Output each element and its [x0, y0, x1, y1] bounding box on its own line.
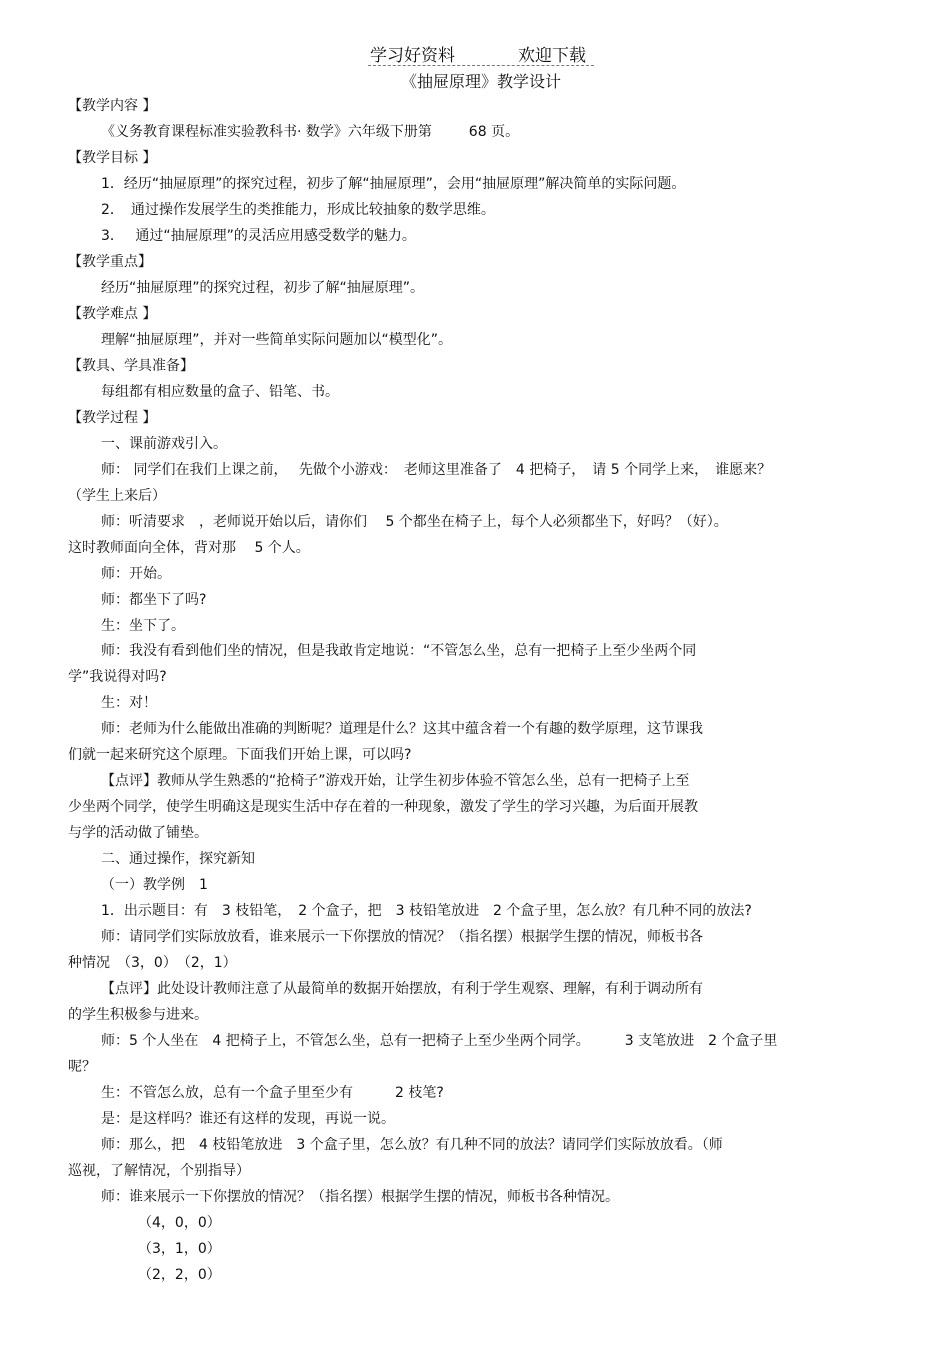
commentary-line: 的学生积极参与进来。 [68, 1007, 208, 1023]
paragraph-line: 师：我没有看到他们坐的情况，但是我敢肯定地说：“不管怎么坐，总有一把椅子上至少坐两个同 [101, 643, 697, 659]
paragraph-line: （学生上来后） [68, 488, 166, 504]
section-heading: 【教具、学具准备】 [68, 358, 194, 374]
paragraph-line: 师：5 个人坐在 4 把椅子上，不管怎么坐，总有一把椅子上至少坐两个同学。 3 支笔放进 2 个盒子里 [101, 1033, 778, 1049]
paragraph-line: 师：老师为什么能做出准确的判断呢？道理是什么？这其中蕴含着一个有趣的数学原理，这节课我 [101, 721, 703, 737]
paragraph-line: 2． 通过操作发展学生的类推能力，形成比较抽象的数学思维。 [101, 202, 495, 218]
paragraph-line: 经历“抽屉原理”的探究过程，初步了解“抽屉原理”。 [101, 280, 425, 296]
paragraph-line: 每组都有相应数量的盒子、铅笔、书。 [101, 384, 339, 400]
header-right-text: 欢迎下载 [518, 46, 586, 66]
paragraph-line: 师：那么，把 4 枝铅笔放进 3 个盒子里，怎么放？有几种不同的放法？请同学们实际放放看。（师 [101, 1137, 723, 1153]
case-list-item: （3，1，0） [138, 1241, 221, 1257]
case-list-item: （4，0，0） [138, 1215, 221, 1231]
paragraph-line: 师：谁来展示一下你摆放的情况？（指名摆）根据学生摆的情况，师板书各种情况。 [101, 1189, 619, 1205]
case-list-item: （2，2，0） [138, 1267, 221, 1283]
commentary-line: 与学的活动做了铺垫。 [68, 825, 208, 841]
paragraph-line: 生：坐下了。 [101, 618, 185, 634]
paragraph-line: 学”我说得对吗? [68, 669, 167, 685]
paragraph-line: 生：对！ [101, 695, 157, 711]
paragraph-line: 生：不管怎么放，总有一个盒子里至少有 2 枝笔? [101, 1085, 444, 1101]
paragraph-line: 们就一起来研究这个原理。下面我们开始上课，可以吗? [68, 747, 412, 763]
paragraph-line: 师：听清要求 ，老师说开始以后，请你们 5 个都坐在椅子上，每个人必须都坐下，好吗？（好）。 [101, 514, 728, 530]
paragraph-line: 3． 通过“抽屉原理”的灵活应用感受数学的魅力。 [101, 228, 416, 244]
paragraph-line: 师：开始。 [101, 566, 171, 582]
commentary-line: 【点评】此处设计教师注意了从最简单的数据开始摆放，有利于学生观察、理解，有利于调动所有 [101, 981, 703, 997]
paragraph-line: 1．经历“抽屉原理”的探究过程，初步了解“抽屉原理”，会用“抽屉原理”解决简单的实际问题。 [101, 176, 686, 192]
paragraph-line: 是：是这样吗？谁还有这样的发现，再说一说。 [101, 1111, 395, 1127]
section-heading: 【教学目标 】 [68, 150, 157, 166]
commentary-line: 少坐两个同学，使学生明确这是现实生活中存在着的一种现象，激发了学生的学习兴趣，为后面开展教 [68, 799, 698, 815]
commentary-line: 【点评】教师从学生熟悉的“抢椅子”游戏开始，让学生初步体验不管怎么坐，总有一把椅子上至 [101, 773, 690, 789]
paragraph-line: 1．出示题目：有 3 枝铅笔， 2 个盒子，把 3 枝铅笔放进 2 个盒子里，怎么放？有几种不同的放法? [101, 903, 752, 919]
paragraph-line: 《义务教育课程标准实验教科书· 数学》六年级下册第 68 页。 [101, 124, 520, 140]
header-left-text: 学习好资料 [370, 46, 455, 66]
paragraph-line: 师：都坐下了吗? [101, 592, 207, 608]
section-heading: 【教学内容 】 [68, 98, 157, 114]
paragraph-line: 理解“抽屉原理”，并对一些简单实际问题加以“模型化”。 [101, 332, 453, 348]
paragraph-line: 师：请同学们实际放放看，谁来展示一下你摆放的情况？（指名摆）根据学生摆的情况，师板书各 [101, 929, 703, 945]
document-title: 《抽屉原理》教学设计 [400, 72, 561, 91]
subsection-heading: 二、通过操作，探究新知 [101, 851, 255, 867]
section-heading: 【教学过程 】 [68, 410, 157, 426]
paragraph-line: 这时教师面向全体，背对那 5 个人。 [68, 540, 310, 556]
page-header-banner [368, 41, 594, 66]
subsection-heading: （一）教学例 1 [101, 877, 208, 893]
section-heading: 【教学难点 】 [68, 306, 157, 322]
paragraph-line: 呢？ [68, 1059, 96, 1075]
paragraph-line: 种情况 （3，0） （2，1） [68, 955, 237, 971]
paragraph-line: 一、课前游戏引入。 [101, 436, 227, 452]
paragraph-line: 巡视，了解情况，个别指导） [68, 1163, 250, 1179]
section-heading: 【教学重点】 [68, 254, 152, 270]
paragraph-line: 师： 同学们在我们上课之前， 先做个小游戏： 老师这里准备了 4 把椅子， 请 5 个同学上来， 谁愿来？ [101, 462, 772, 478]
